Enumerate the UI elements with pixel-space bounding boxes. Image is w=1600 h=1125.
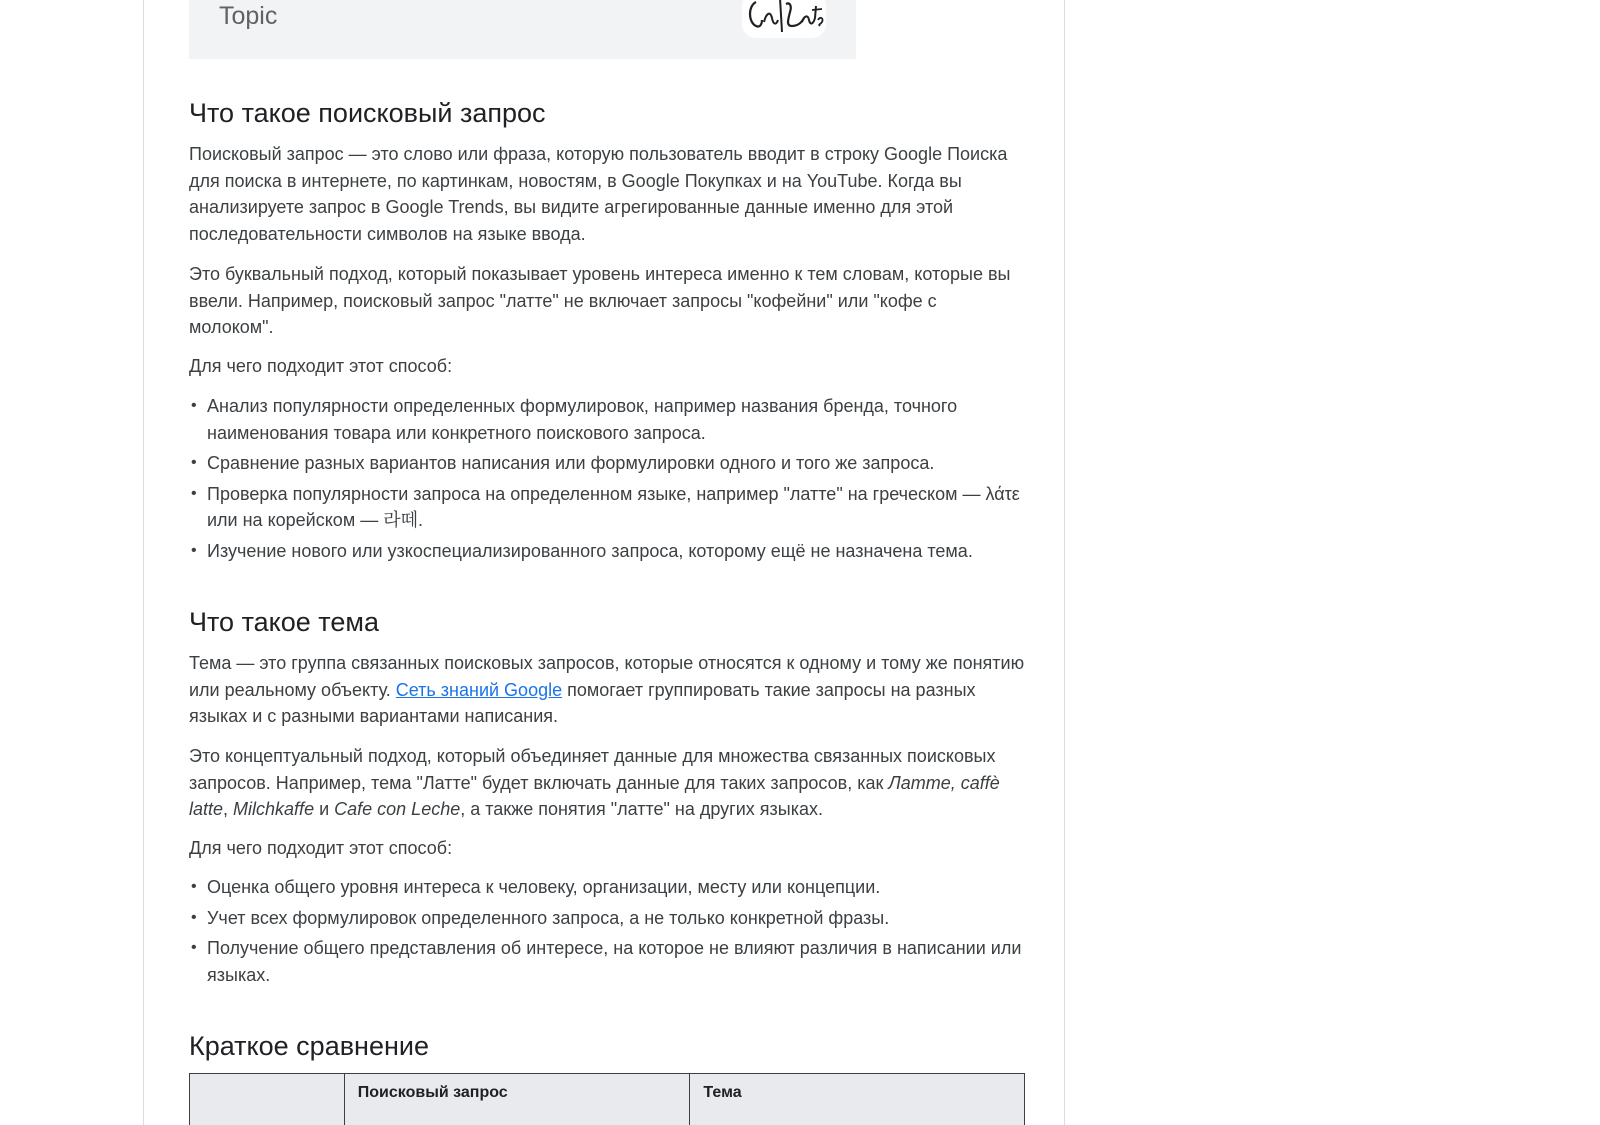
list-item: • Проверка популярности запроса на определенном языке, например "латте" на греческом — λάτε или на корейском — 라떼. [189, 481, 1025, 534]
section-heading: Что такое тема [189, 607, 379, 637]
table-header-empty [190, 1074, 345, 1125]
topic-body [189, 650, 1025, 730]
example-latte: Латте, caffè latte [189, 772, 1000, 819]
query-paragraph-1: Поисковый запрос — это слово или фраза, которую пользователь вводит в строку Google Поиска для поиска в интернете, по картинкам, новостям, в Google Покупках и на YouTube. Когда вы анализируете запрос в Google Trends, вы видите агрегированные данные именно для этой последовательности символов на языке ввода. [189, 144, 1008, 244]
topic-paragraph-2 [189, 743, 1025, 823]
article-panel [143, 0, 1065, 1125]
example-cafe-con-leche: Cafe con Leche [334, 799, 461, 819]
separator: и [314, 799, 335, 819]
query-use-intro: Для чего подходит этот способ: [189, 356, 453, 376]
list-item: • Анализ популярности определенных формулировок, например названия бренда, точного наименования товара или конкретного поискового запроса. [189, 393, 1025, 446]
section-heading: Что такое поисковый запрос [189, 98, 546, 128]
query-body [189, 141, 1025, 247]
topic-use-intro-wrap [189, 835, 1025, 862]
section-topic [189, 604, 1025, 640]
topic-paragraph-2-end: , а также понятия "латте" на других языках. [460, 799, 824, 819]
section-heading: Краткое сравнение [189, 1031, 429, 1061]
list-item: • Учет всех формулировок определенного запроса, а не только конкретной фразы. [189, 905, 1025, 932]
query-use-list [189, 393, 1025, 564]
query-use-list-wrap [189, 393, 1025, 568]
query-body-2 [189, 261, 1025, 341]
list-item: • Получение общего представления об интересе, на которое не влияют различия в написании или языках. [189, 935, 1025, 988]
topic-use-list [189, 874, 1025, 988]
topic-use-list-wrap [189, 874, 1025, 992]
cafe-latte-logo [742, 0, 826, 38]
section-comparison [189, 1028, 1025, 1064]
list-item: • Изучение нового или узкоспециализированного запроса, которому ещё не назначена тема. [189, 538, 1025, 565]
table-header-query: Поисковый запрос [344, 1074, 690, 1125]
topic-paragraph-1-end: помогает группировать такие запросы на разных языках и с разными вариантами написания. [189, 679, 976, 726]
table-header-topic: Тема [690, 1074, 1025, 1125]
table-header-row [190, 1074, 1025, 1125]
list-item: • Сравнение разных вариантов написания или формулировки одного и того же запроса. [189, 450, 1025, 477]
section-search-query [189, 95, 1025, 131]
example-milchkaffe: Milchkaffe [233, 799, 315, 819]
query-paragraph-2: Это буквальный подход, который показывает уровень интереса именно к тем словам, которые вы ввели. Например, поисковый запрос "латте" не включает запросы "кофейни" или "кофе с молоком". [189, 264, 1011, 337]
topic-paragraph-1 [189, 650, 1025, 730]
figure-label: Topic [219, 2, 278, 30]
list-item: • Оценка общего уровня интереса к человеку, организации, месту или концепции. [189, 874, 1025, 901]
topic-figure [189, 0, 856, 59]
knowledge-graph-link[interactable]: Сеть знаний Google [395, 679, 563, 700]
separator: , [223, 799, 234, 819]
comparison-table [189, 1073, 1025, 1125]
topic-body-2 [189, 743, 1025, 823]
topic-use-intro: Для чего подходит этот способ: [189, 838, 453, 858]
topic-paragraph-2-start: Это концептуальный подход, который объединяет данные для множества связанных поисковых запросов. Например, тема "Латте" будет включать данные для таких запросов, как [189, 746, 996, 793]
query-use-intro-wrap [189, 353, 1025, 380]
topic-paragraph-1-start: Тема — это группа связанных поисковых запросов, которые относятся к одному и тому же понятию или реальному объекту. [189, 653, 1025, 700]
